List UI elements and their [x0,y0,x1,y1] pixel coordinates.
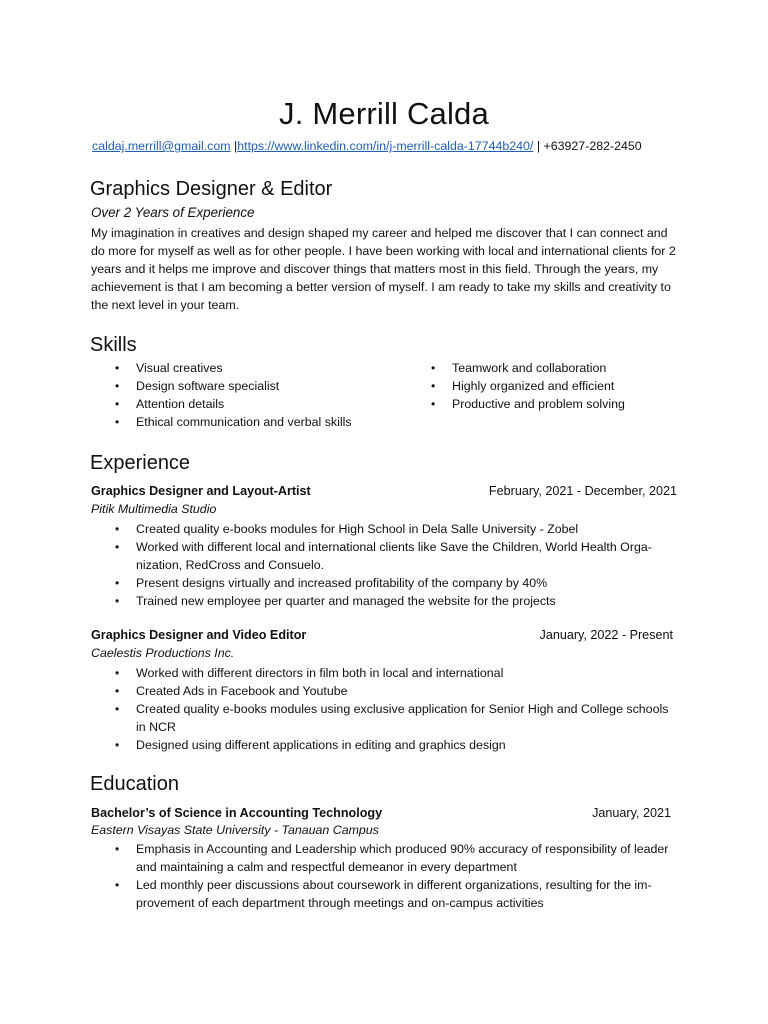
skill-item: • Productive and problem solving [407,395,687,413]
skill-item: • Teamwork and collaboration [407,359,687,377]
degree-date: January, 2021 [592,806,671,820]
job-title: Graphics Designer and Layout-Artist [91,484,311,498]
skill-item: • Visual creatives [91,359,411,377]
job-bullets [91,664,681,754]
skills-list-right [407,359,687,413]
job-bullet: • Designed using different applications in editing and graphics design [91,736,681,754]
email-link[interactable]: caldaj.merrill@gmail.com [92,139,231,153]
job-organization: Pitik Multimedia Studio [91,502,217,516]
contact-separator-2: | [533,139,544,153]
job-bullet: • Present designs virtually and increased profitability of the company by 40% [91,574,681,592]
contact-line [92,139,692,153]
education-bullet: • Led monthly peer discussions about coursework in different organizations, resulting for the im-provement of each department through meetings and on-campus activities [91,876,681,912]
job-bullet: • Created Ads in Facebook and Youtube [91,682,681,700]
job-bullet: • Created quality e-books modules using exclusive application for Senior High and College schools in NCR [91,700,681,736]
profile-subtitle: Over 2 Years of Experience [91,205,255,220]
candidate-name: J. Merrill Calda [279,96,489,131]
job-bullet: • Worked with different local and international clients like Save the Children, World Health Orga-nization, RedCross and Consuelo. [91,538,681,574]
contact-separator-1: | [230,139,238,153]
education-heading: Education [90,773,179,795]
job-date: January, 2022 - Present [539,628,673,642]
job-bullet: • Worked with different directors in film both in local and international [91,664,681,682]
linkedin-link[interactable]: https://www.linkedin.com/in/j-merrill-calda-17744b240/ [237,139,534,153]
skill-item: • Highly organized and efficient [407,377,687,395]
education-bullets [91,840,681,912]
profile-summary: My imagination in creatives and design shaped my career and helped me discover that I can connect and do more for myself as well as for other people. I have been working with local and international clients for 2 years and it helps me improve and discover things that matters most in this field. Through the years, my achievement is that I am becoming a better version of myself. I am ready to take my skills and creativity to the next level in your team. [91,226,676,312]
job-date: February, 2021 - December, 2021 [488,484,677,498]
experience-heading: Experience [90,452,191,474]
skill-item: • Attention details [91,395,411,413]
skills-heading: Skills [90,334,137,356]
job-bullets [91,520,681,610]
job-organization: Caelestis Productions Inc. [91,646,235,660]
skill-item: • Design software specialist [91,377,411,395]
school-name: Eastern Visayas State University - Tanauan Campus [91,823,379,837]
phone-number: +63927-282-2450 [543,139,642,153]
education-bullet: • Emphasis in Accounting and Leadership which produced 90% accuracy of responsibility of leader and maintaining a calm and respectful demeanor in every department [91,840,681,876]
degree-title: Bachelor’s of Science in Accounting Technology [91,806,383,820]
profile-title: Graphics Designer & Editor [90,178,333,200]
skill-item: • Ethical communication and verbal skills [91,413,411,431]
job-title: Graphics Designer and Video Editor [91,628,307,642]
job-bullet: • Created quality e-books modules for High School in Dela Salle University - Zobel [91,520,681,538]
skills-list-left [91,359,411,431]
job-bullet: • Trained new employee per quarter and managed the website for the projects [91,592,681,610]
